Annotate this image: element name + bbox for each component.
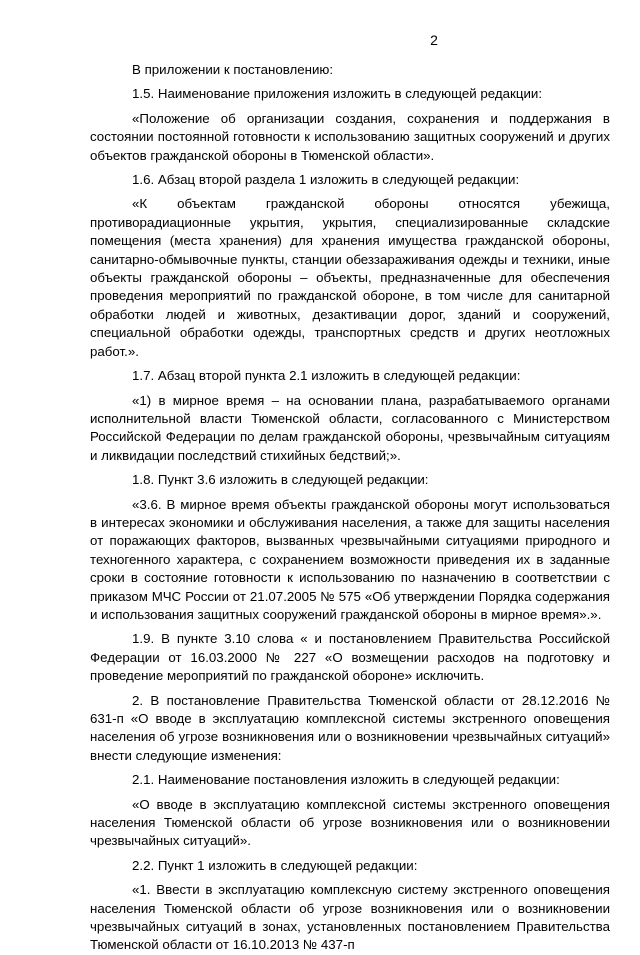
paragraph-intro: В приложении к постановлению: xyxy=(132,62,334,77)
paragraph-quote-objects: «К объектам гражданской обороны относятся убежища, противорадиационные укрытия, укрытия, специализированные складские помещения (места хранения) для хранения имущества гражданской обороны, санитарно-обмывочные пункты, станции обеззараживания одежды и техники, иные объекты гражданской обороны – объекты, предназначенные для обеспечения проведения мероприятий по гражданской обороне, в том числе для санитарной обработки людей и животных, дезактивации дорог, зданий и сооружений, специальной обработки одежды, транспортных средств и других неотложных работ.». xyxy=(90,196,610,359)
paragraph-quote-3-6: «3.6. В мирное время объекты гражданской обороны могут использоваться в интересах экономики и обслуживания населения, а также для защиты населения от поражающих факторов, вызванных чрезвычайными ситуациями природного и техногенного характера, с сохранением возможности приведения их в заданные сроки в состояние готовности к использованию по назначению в соответствии с приказом МЧС России от 21.07.2005 № 575 «Об утверждении Порядка содержания и использования защитных сооружений гражданской обороны в мирное время».». xyxy=(90,496,610,622)
paragraph-2-1: 2.1. Наименование постановления изложить в следующей редакции: xyxy=(132,772,560,788)
paragraph-quote-resolution-title: «О вводе в эксплуатацию комплексной системы экстренного оповещения населения Тюменской области об угрозе возникновения или о возникновении чрезвычайных ситуаций». xyxy=(90,796,610,849)
paragraph-1-6: 1.6. Абзац второй раздела 1 изложить в следующей редакции: xyxy=(132,172,520,188)
paragraph-2: 2. В постановление Правительства Тюменской области от 28.12.2016 № 631-п «О вводе в эксплуатацию комплексной системы экстренного оповещения населения об угрозе возникновения или о возникновении чрезвычайных ситуаций» внести следующие изменения: xyxy=(90,692,610,763)
paragraph-1-8: 1.8. Пункт 3.6 изложить в следующей редакции: xyxy=(132,472,429,488)
paragraph-quote-appendix-title: «Положение об организации создания, сохранения и поддержания в состоянии постоянной готовности к использованию защитных сооружений и других объектов гражданской обороны в Тюменской области». xyxy=(90,110,610,163)
paragraph-2-2: 2.2. Пункт 1 изложить в следующей редакции: xyxy=(132,857,418,873)
paragraph-1-9: 1.9. В пункте 3.10 слова « и постановлением Правительства Российской Федерации от 16.03.2000 № 227 «О возмещении расходов на подготовку и проведение мероприятий по гражданской обороне» исключить. xyxy=(90,631,610,684)
page-number: 2 xyxy=(430,32,438,48)
paragraph-1-5: 1.5. Наименование приложения изложить в следующей редакции: xyxy=(132,86,543,102)
paragraph-quote-peacetime: «1) в мирное время – на основании плана, разрабатываемого органами исполнительной власти Тюменской области, согласованного с Министерством Российской Федерации по делам гражданской обороны, чрезвычайным ситуациям и ликвидации последствий стихийных бедствий;». xyxy=(90,392,610,463)
paragraph-1-7: 1.7. Абзац второй пункта 2.1 изложить в следующей редакции: xyxy=(132,368,521,384)
paragraph-quote-item-1: «1. Ввести в эксплуатацию комплексную систему экстренного оповещения населения Тюменской области об угрозе возникновения или о возникновении чрезвычайных ситуаций в зонах, установленных постановлением Правительства Тюменской области от 16.10.2013 № 437-п xyxy=(90,882,610,953)
